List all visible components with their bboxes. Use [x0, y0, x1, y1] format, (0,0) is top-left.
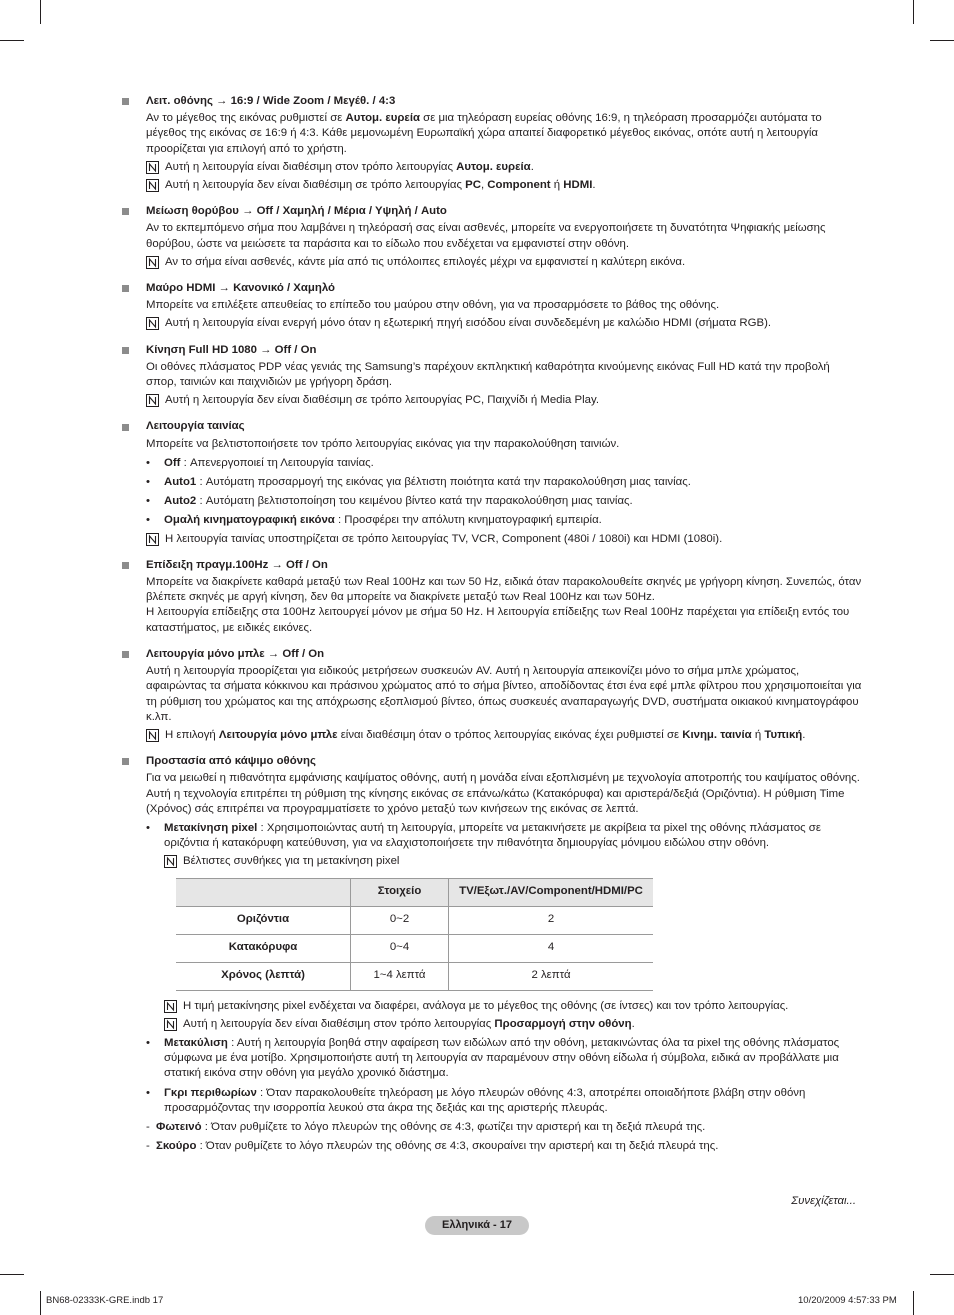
bullet-dot-icon: •	[146, 456, 150, 469]
text-run: Η λειτουργία ταινίας υποστηρίζεται σε τρόπο λειτουργίας TV, VCR, Component (480i / 1080i) και HDMI (1080i).	[165, 532, 723, 545]
dash-icon: -	[146, 1140, 150, 1153]
bold-term: Φωτεινό	[156, 1120, 202, 1133]
text-run: Αυτή η λειτουργία δεν είναι διαθέσιμη στον τρόπο λειτουργίας	[183, 1017, 495, 1030]
note-text	[165, 532, 722, 547]
note	[164, 1017, 862, 1032]
bullet-dot-icon: •	[146, 514, 150, 527]
note-text	[165, 178, 596, 193]
paragraph	[146, 605, 862, 635]
continued-label: Συνεχίζεται...	[791, 1195, 856, 1207]
paragraph	[146, 221, 862, 251]
text-run: Μπορείτε να βελτιστοποιήσετε τον τρόπο λειτουργίας εικόνας για την παρακολούθηση ταινιών.	[146, 437, 620, 450]
bold-term: Τυπική	[764, 728, 803, 741]
section-title-text: Επίδειξη πραγμ.100Hz → Off / On	[146, 558, 328, 571]
crop-mark	[913, 1291, 914, 1315]
text-run: : Όταν παρακολουθείτε τηλεόραση με λόγο πλευρών οθόνης 4:3, αποτρέπει οποιαδήποτε βλάβη στην οθόνη προσαρμόζοντας την ισορροπία λευκού στα άκρα της δεξιάς και της αριστερής πλευράς.	[164, 1086, 806, 1114]
bullet-item	[146, 821, 862, 851]
section-body	[122, 298, 862, 331]
paragraph	[146, 360, 862, 390]
note	[146, 393, 862, 408]
pixel-block	[146, 854, 862, 1032]
bullet-text	[156, 1139, 718, 1154]
section-body	[122, 360, 862, 409]
text-run: : Αυτόματη προσαρμογή της εικόνας για βέλτιστη ποιότητα κατά την παρακολούθηση μιας ταινίας.	[196, 476, 691, 489]
bold-term: Αυτομ. ευρεία	[456, 160, 531, 173]
text-run: Αυτή η λειτουργία είναι ενεργή μόνο όταν η εξωτερική πηγή εισόδου είναι συνδεδεμένη με καλώδιο HDMI (σήματα RGB).	[165, 317, 772, 330]
crop-mark	[913, 0, 914, 24]
text-run: ή	[550, 179, 564, 192]
table-cell: Οριζόντια	[176, 906, 351, 934]
text-run: : Χρησιμοποιώντας αυτή τη λειτουργία, μπορείτε να μετακινήσετε με ακρίβεια τα pixel της οθόνης πλάσματος σε οριζόντια ή κατακόρυφη κατεύθυνση, για να ελαχιστοποιήσετε την πιθανότητα δημιουργίας μόνιμου ειδώλου στην οθόνη.	[164, 821, 821, 850]
sub-item	[146, 1120, 862, 1135]
section-title	[122, 343, 862, 358]
bold-term: Κινημ. ταινία	[682, 728, 752, 741]
section-title	[122, 754, 862, 769]
text-run: Οι οθόνες πλάσματος PDP νέας γενιάς της Samsung’s παρέχουν εκπληκτική καθαρότητα κινούμενης εικόνας Full HD κατά την προβολή σπορ, ταινιών και παιχνιδιών με γρήγορη δράση.	[146, 360, 830, 389]
bullet-dot-icon: •	[146, 1036, 150, 1049]
bullet-text	[164, 513, 602, 528]
bullet-dot-icon: •	[146, 1086, 150, 1099]
table-header-cell: Στοιχείο	[351, 878, 449, 906]
section	[122, 281, 862, 332]
note-text	[165, 316, 771, 331]
table-cell: 1~4 λεπτά	[351, 962, 449, 990]
text-run: .	[802, 728, 806, 741]
paragraph	[146, 437, 862, 452]
footer-file-info: BN68-02333K-GRE.indb 17	[46, 1295, 164, 1306]
bold-term: Ομαλή κινηματογραφική εικόνα	[164, 514, 335, 527]
note-icon	[164, 855, 177, 868]
bullet-text	[156, 1120, 705, 1135]
note	[146, 532, 862, 547]
bullet-text	[164, 821, 862, 851]
square-bullet-icon	[122, 651, 129, 658]
note-icon	[146, 394, 159, 407]
text-run: : Απενεργοποιεί τη Λειτουργία ταινίας.	[180, 456, 374, 469]
note	[164, 854, 862, 869]
note-icon	[146, 317, 159, 330]
section	[122, 558, 862, 636]
section-body	[122, 575, 862, 636]
text-run: Αν το σήμα είναι ασθενές, κάντε μία από τις υπόλοιπες επιλογές μέχρι να εμφανιστεί η καλύτερη εικόνα.	[165, 255, 686, 268]
note-icon	[146, 729, 159, 742]
table-row	[176, 962, 653, 990]
text-run: : Προσφέρει την απόλυτη κινηματογραφική εμπειρία.	[334, 514, 602, 527]
section-body	[122, 664, 862, 743]
bold-term: Auto2	[164, 495, 197, 508]
sections	[122, 94, 862, 743]
square-bullet-icon	[122, 424, 129, 431]
section-body	[122, 437, 862, 547]
note-text	[165, 393, 599, 408]
section-title-text: Λειτουργία μόνο μπλε → Off / On	[146, 647, 325, 660]
bullet-text	[164, 1086, 862, 1116]
section-title-text: Μείωση θορύβου → Off / Χαμηλή / Μέρια / Υψηλή / Auto	[146, 205, 447, 218]
bullet-item	[146, 1036, 862, 1082]
section-body	[122, 221, 862, 270]
text-run: : Αυτόματη βελτιστοποίηση του κειμένου βίντεο κατά την παρακολούθηση μιας ταινίας.	[196, 495, 633, 508]
table-cell: 4	[449, 934, 654, 962]
note-text	[183, 999, 788, 1014]
table-cell: Κατακόρυφα	[176, 934, 351, 962]
crop-mark	[40, 1291, 41, 1315]
note-icon	[146, 533, 159, 546]
note	[146, 255, 862, 270]
section	[122, 204, 862, 270]
paragraph	[146, 111, 862, 157]
bullet-item	[146, 456, 862, 471]
bullet-dot-icon: •	[146, 821, 150, 834]
table-cell: 0~4	[351, 934, 449, 962]
text-run: : Αυτή η λειτουργία βοηθά στην αφαίρεση των ειδώλων από την οθόνη, μετακινώντας όλα τα pixel της οθόνης πλάσματος σύμφωνα με ένα μοτίβο. Χρησιμοποιήστε αυτή τη λειτουργία αν παραμένουν στην οθόνη είδωλα ή σύμβολα, ειδικά αν προβάλλατε μια στατική εικόνα στην οθόνη για μεγάλο χρονικό διάστημα.	[164, 1036, 840, 1080]
paragraph	[146, 575, 862, 605]
section-title-text: Προστασία από κάψιμο οθόνης	[146, 755, 316, 768]
note	[146, 178, 862, 193]
burn-sub-items	[146, 1120, 862, 1154]
text-run: : Όταν ρυθμίζετε το λόγο πλευρών της οθόνης σε 4:3, σκουραίνει την αριστερή και τη δεξιά πλευρά της.	[196, 1140, 719, 1153]
section-title-text: Λειτουργία ταινίας	[146, 420, 245, 433]
section-title	[122, 281, 862, 296]
crop-mark	[930, 1274, 954, 1275]
crop-mark	[930, 40, 954, 41]
bullet-text	[164, 475, 691, 490]
square-bullet-icon	[122, 758, 129, 765]
text-run: Αν το μέγεθος της εικόνας ρυθμιστεί σε	[146, 112, 346, 125]
bold-term: Off	[164, 456, 181, 469]
table-header-cell	[176, 878, 351, 906]
paragraph	[146, 664, 862, 725]
bullet-dot-icon: •	[146, 476, 150, 489]
table-body	[176, 878, 653, 990]
section-title	[122, 204, 862, 219]
text-run: .	[631, 1017, 635, 1030]
text-run: Η τιμή μετακίνησης pixel ενδέχεται να διαφέρει, ανάλογα με το μέγεθος της οθόνης (σε ίντσες) και τον τρόπο λειτουργίας.	[183, 999, 789, 1012]
section-title-text: Λειτ. οθόνης → 16:9 / Wide Zoom / Μεγέθ. / 4:3	[146, 95, 396, 107]
note-text	[183, 1017, 635, 1032]
square-bullet-icon	[122, 347, 129, 354]
text-run: ,	[480, 179, 488, 192]
bullet-text	[164, 456, 374, 471]
bold-term: Αυτομ. ευρεία	[345, 112, 421, 125]
section-title-text: Κίνηση Full HD 1080 → Off / On	[146, 343, 317, 356]
text-run: είναι διαθέσιμη όταν ο τρόπος λειτουργίας εικόνας έχει ρυθμιστεί σε	[337, 728, 683, 741]
table-cell: Χρόνος (λεπτά)	[176, 962, 351, 990]
page-content	[122, 94, 862, 1165]
page-number-badge: Ελληνικά - 17	[425, 1216, 529, 1235]
table-row	[176, 934, 653, 962]
dash-icon: -	[146, 1120, 150, 1133]
bold-term: PC	[465, 179, 481, 192]
paragraph: Για να μειωθεί η πιθανότητα εμφάνισης καψίματος οθόνης, αυτή η μονάδα είναι εξοπλισμένη με τεχνολογία αποτροπής του καψίματος οθόνης. Αυτή η τεχνολογία επιτρέπει τη ρύθμιση της κίνησης εικόνας σε επάνω/κάτω (Κατακόρυφα) και αριστερά/δεξιά (Οριζόντια). Η ρύθμιση Time (Χρόνος) σάς επιτρέπει να προγραμματίσετε το χρόνο μεταξύ των κινήσεων της εικόνας σε λεπτά.	[146, 772, 860, 815]
crop-mark	[40, 0, 41, 24]
note-icon	[146, 256, 159, 269]
bold-term: HDMI	[563, 179, 593, 192]
table-header-cell: TV/Εξωτ./AV/Component/HDMI/PC	[449, 878, 654, 906]
section-title-text: Μαύρο HDMI → Κανονικό / Χαμηλό	[146, 282, 335, 295]
section-body	[122, 111, 862, 193]
text-run: Αυτή η λειτουργία δεν είναι διαθέσιμη σε τρόπο λειτουργίας	[165, 179, 466, 192]
section	[122, 94, 862, 193]
note-text: Βέλτιστες συνθήκες για τη μετακίνηση pixel	[183, 855, 400, 868]
text-run: ή	[751, 728, 765, 741]
section-title	[122, 94, 862, 109]
table-header-row	[176, 878, 653, 906]
bullet-item	[146, 1086, 862, 1116]
text-run: .	[592, 179, 596, 192]
section-burn-protection	[122, 754, 862, 1154]
text-run: σε μια τηλεόραση ευρείας οθόνης 16:9, η τηλεόραση προσαρμόζει αυτόματα το μέγεθος της εικόνας σε 16:9 ή 4:3. Κάθε μεμονωμένη Ευρωπαϊκή χώρα απαιτεί διαφορετικό μέγεθος εικόνας, οπότε αυτή η λειτουργία προορίζεται για επιλογή από το χρήστη.	[146, 112, 822, 155]
crop-mark	[0, 40, 24, 41]
bullet-item	[146, 475, 862, 490]
bold-term: Μετακύλιση	[164, 1036, 228, 1049]
section-title	[122, 558, 862, 573]
sub-item	[146, 1139, 862, 1154]
bold-term: Component	[487, 179, 551, 192]
note	[146, 160, 862, 175]
bold-term: Μετακίνηση pixel	[164, 821, 258, 834]
note-text	[165, 160, 534, 175]
bold-term: Προσαρμογή στην οθόνη	[494, 1017, 632, 1030]
table-cell: 2	[449, 906, 654, 934]
text-run: Αυτή η λειτουργία δεν είναι διαθέσιμη σε τρόπο λειτουργίας PC, Παιχνίδι ή Media Play.	[165, 394, 600, 407]
text-run: Αν το εκπεμπόμενο σήμα που λαμβάνει η τηλεόρασή σας είναι ασθενές, μπορείτε να ενεργοποιήσετε τη δυνατότητα Ψηφιακής μείωσης θορύβου, ώστε να μειώσετε τα παράσιτα και το είδωλο που ενδέχεται να εμφανιστεί στην οθόνη.	[146, 222, 826, 250]
paragraph	[146, 298, 862, 313]
square-bullet-icon	[122, 98, 129, 105]
section-body	[122, 771, 862, 1154]
bold-term: Auto1	[164, 476, 197, 489]
text-run: Μπορείτε να διακρίνετε καθαρά μεταξύ των Real 100Hz και των 50 Hz, ειδικά όταν παρακολουθείτε σκηνές με γρήγορη κίνηση. Συνεπώς, όταν βλέπετε σκηνές με αργή κίνηση, δεν θα μπορείτε να διακρίνετε μεταξύ των Real 100Hz και των 50Hz.	[146, 576, 862, 604]
text-run: .	[530, 160, 534, 173]
note-icon	[164, 1018, 177, 1031]
square-bullet-icon	[122, 562, 129, 569]
note-icon	[146, 179, 159, 192]
table-cell: 2 λεπτά	[449, 962, 654, 990]
bullet-text	[164, 1036, 862, 1082]
section-title	[122, 647, 862, 662]
text-run: Αυτή η λειτουργία είναι διαθέσιμη στον τρόπο λειτουργίας	[165, 160, 457, 173]
text-run: Η λειτουργία επίδειξης στα 100Hz λειτουργεί μόνον με σήμα 50 Hz. Η λειτουργία επίδειξης των Real 100Hz παρέχεται για επίδειξη εντός του καταστήματος, με ειδικές εικόνες.	[146, 606, 850, 634]
note	[146, 728, 862, 743]
table-cell: 0~2	[351, 906, 449, 934]
crop-mark	[0, 1274, 24, 1275]
bullet-item	[146, 494, 862, 509]
note	[146, 316, 862, 331]
note	[164, 999, 862, 1014]
section	[122, 343, 862, 409]
bold-term: Γκρι περιθωρίων	[164, 1086, 257, 1099]
bullet-dot-icon: •	[146, 495, 150, 508]
note-icon	[164, 1000, 177, 1013]
section-title	[122, 419, 862, 434]
bold-term: Λειτουργία μόνο μπλε	[218, 728, 338, 741]
text-run: Αυτή η λειτουργία προορίζεται για ειδικούς μετρήσεων συσκευών AV. Αυτή η λειτουργία απεικονίζει μόνο το σήμα μπλε χρώματος, αφαιρώντας τα σήματα κόκκινου και πράσινου χρώματος από το σήμα βίντεο, αποδίδοντας έτσι ένα εφέ μπλε φίλτρου που χρησιμοποιείται για τη ρύθμιση του χρώματος και της απόχρωσης εξοπλισμού βίντεο, όπως συσκευές αναπαραγωγής DVD, συστήματα οικιακού κινηματογράφου κ.λπ.	[146, 665, 862, 723]
burn-bullets	[146, 1036, 862, 1116]
text-run: : Όταν ρυθμίζετε το λόγο πλευρών της οθόνης σε 4:3, φωτίζει την αριστερή και τη δεξιά πλευρά της.	[201, 1120, 706, 1133]
note-text	[165, 255, 685, 270]
pixel-shift-table	[176, 878, 653, 991]
bullet-item	[146, 513, 862, 528]
section	[122, 419, 862, 546]
section	[122, 647, 862, 743]
note-text	[165, 728, 805, 743]
text-run: Η επιλογή	[165, 728, 219, 741]
square-bullet-icon	[122, 208, 129, 215]
text-run: Μπορείτε να επιλέξετε απευθείας το επίπεδο του μαύρου στην οθόνη, για να προσαρμόσετε το βάθος της οθόνης.	[146, 299, 720, 312]
bullet-text	[164, 494, 633, 509]
note-icon	[146, 161, 159, 174]
table-notes	[164, 999, 862, 1032]
footer-timestamp: 10/20/2009 4:57:33 PM	[798, 1295, 897, 1306]
bold-term: Σκούρο	[156, 1140, 197, 1153]
square-bullet-icon	[122, 285, 129, 292]
table-row	[176, 906, 653, 934]
